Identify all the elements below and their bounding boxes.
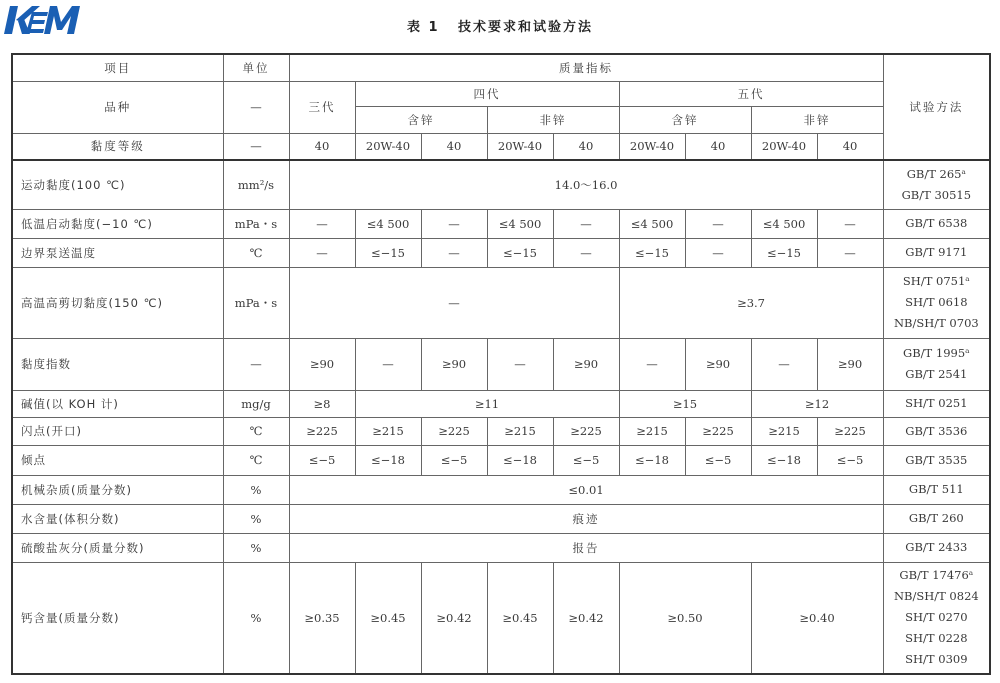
row-value: 14.0～16.0 (289, 160, 883, 209)
table-row (12, 238, 990, 267)
row-value: ≤−15 (619, 238, 685, 267)
row-unit: % (223, 562, 289, 674)
row-methods (883, 160, 990, 209)
row-value: 痕迹 (289, 504, 883, 533)
header-method: 试验方法 (883, 54, 990, 160)
row-item: 机械杂质(质量分数) (12, 475, 223, 504)
row-value: — (685, 238, 751, 267)
row-item: 边界泵送温度 (12, 238, 223, 267)
table-title-text: 技术要求和试验方法 (458, 20, 594, 35)
row-value: ≤0.01 (289, 475, 883, 504)
row-value-gen3: ≥8 (289, 390, 355, 417)
header-gen3: 三代 (289, 81, 355, 133)
row-value: ≥225 (685, 417, 751, 445)
row-value: — (685, 209, 751, 238)
method: GB/T 30515 (901, 187, 972, 202)
header-gen4-nonzinc: 非锌 (487, 106, 619, 133)
grade-unit: — (223, 133, 289, 160)
header-row-1 (12, 54, 990, 81)
row-value: — (817, 238, 883, 267)
method: GB/T 2433 (905, 540, 968, 554)
row-value: ≥0.35 (289, 562, 355, 674)
table-number: 表 1 (406, 20, 440, 35)
table-row (12, 160, 990, 209)
row-value: ≤−18 (487, 445, 553, 475)
method: NB/SH/T 0703 (893, 316, 979, 330)
header-quality: 质量指标 (289, 54, 883, 81)
row-unit: % (223, 533, 289, 562)
row-value-gen3-gen4: — (289, 267, 619, 338)
row-value: ≤−5 (421, 445, 487, 475)
table-row (12, 338, 990, 390)
method: GB/T 3535 (905, 452, 968, 467)
row-value: ≤−15 (355, 238, 421, 267)
table-title (0, 16, 1000, 35)
row-value: — (619, 338, 685, 390)
row-value: ≥0.45 (355, 562, 421, 674)
header-item: 项目 (12, 54, 223, 81)
row-value: ≤4 500 (487, 209, 553, 238)
header-gen4: 四代 (355, 81, 619, 106)
row-value-gen4: ≥11 (355, 390, 619, 417)
row-unit: — (223, 338, 289, 390)
row-value: ≥215 (487, 417, 553, 445)
row-item: 倾点 (12, 445, 223, 475)
method: GB/T 17476ᵃ (899, 568, 974, 583)
header-row-2 (12, 81, 990, 106)
row-unit: % (223, 475, 289, 504)
row-value: ≥215 (355, 417, 421, 445)
row-value: ≤−5 (685, 445, 751, 475)
method: GB/T 3536 (905, 423, 968, 438)
row-value: — (553, 238, 619, 267)
row-unit: mPa・s (223, 267, 289, 338)
method: SH/T 0618 (905, 295, 968, 309)
header-variety-unit: — (223, 81, 289, 133)
row-value: ≤4 500 (751, 209, 817, 238)
grade-cell: 20W-40 (355, 133, 421, 160)
grade-label: 黏度等级 (12, 133, 223, 160)
row-item: 碱值(以 KOH 计) (12, 390, 223, 417)
row-value: — (553, 209, 619, 238)
row-value: — (751, 338, 817, 390)
row-value: ≥0.42 (553, 562, 619, 674)
grade-cell: 20W-40 (619, 133, 685, 160)
row-value: ≤4 500 (355, 209, 421, 238)
row-methods (883, 338, 990, 390)
row-value: ≥90 (289, 338, 355, 390)
grade-cell: 40 (685, 133, 751, 160)
table-row (12, 209, 990, 238)
row-value-gen5-zinc: ≥0.50 (619, 562, 751, 674)
row-value: — (289, 238, 355, 267)
spec-table (11, 53, 991, 675)
row-methods (883, 209, 990, 238)
grade-cell: 40 (553, 133, 619, 160)
header-gen4-zinc: 含锌 (355, 106, 487, 133)
row-value-gen5-nonzinc: ≥0.40 (751, 562, 883, 674)
row-value: — (817, 209, 883, 238)
row-methods (883, 533, 990, 562)
row-methods (883, 238, 990, 267)
row-value: ≥215 (619, 417, 685, 445)
row-value: — (421, 238, 487, 267)
row-methods (883, 267, 990, 338)
row-methods (883, 390, 990, 417)
row-value: ≤−5 (289, 445, 355, 475)
method: SH/T 0228 (905, 631, 968, 646)
row-value: ≤−15 (487, 238, 553, 267)
header-gen5-nonzinc: 非锌 (751, 106, 883, 133)
method: GB/T 9171 (905, 245, 968, 259)
row-item: 高温高剪切黏度(150 ℃) (12, 267, 223, 338)
row-item: 运动黏度(100 ℃) (12, 160, 223, 209)
row-value: — (289, 209, 355, 238)
row-value-gen5: ≥3.7 (619, 267, 883, 338)
row-value: — (355, 338, 421, 390)
row-value: ≥225 (817, 417, 883, 445)
row-value-gen5-zinc: ≥15 (619, 390, 751, 417)
row-value: ≥225 (553, 417, 619, 445)
row-methods (883, 562, 990, 674)
table-row (12, 562, 990, 674)
row-item: 闪点(开口) (12, 417, 223, 445)
method: GB/T 1995ᵃ (903, 346, 970, 360)
row-value: ≥90 (553, 338, 619, 390)
row-unit: mg/g (223, 390, 289, 417)
row-methods (883, 445, 990, 475)
method: GB/T 2541 (905, 367, 968, 381)
method: SH/T 0751ᵃ (902, 274, 970, 288)
grade-cell: 40 (421, 133, 487, 160)
row-unit: ℃ (223, 417, 289, 445)
row-methods (883, 475, 990, 504)
row-value: ≤4 500 (619, 209, 685, 238)
row-unit: % (223, 504, 289, 533)
row-value: ≤−5 (553, 445, 619, 475)
row-item: 低温启动黏度(−10 ℃) (12, 209, 223, 238)
grade-cell: 40 (817, 133, 883, 160)
row-unit: ℃ (223, 445, 289, 475)
row-value: ≥90 (685, 338, 751, 390)
row-item: 黏度指数 (12, 338, 223, 390)
row-value: ≤−5 (817, 445, 883, 475)
row-value: ≥90 (817, 338, 883, 390)
table-row (12, 390, 990, 417)
table-row (12, 533, 990, 562)
row-value: ≤−18 (355, 445, 421, 475)
method: SH/T 0251 (905, 396, 968, 410)
row-value: — (487, 338, 553, 390)
row-value: ≥90 (421, 338, 487, 390)
row-value: ≥225 (421, 417, 487, 445)
row-item: 硫酸盐灰分(质量分数) (12, 533, 223, 562)
row-value: ≤−18 (619, 445, 685, 475)
header-variety: 品种 (12, 81, 223, 133)
row-value: — (421, 209, 487, 238)
method: SH/T 0270 (905, 610, 968, 625)
table-row (12, 417, 990, 445)
row-methods (883, 504, 990, 533)
row-value: 报告 (289, 533, 883, 562)
method: NB/SH/T 0824 (893, 589, 979, 604)
row-unit: ℃ (223, 238, 289, 267)
grade-cell: 40 (289, 133, 355, 160)
grade-row (12, 133, 990, 160)
grade-cell: 20W-40 (487, 133, 553, 160)
row-unit: mPa・s (223, 209, 289, 238)
table-row (12, 267, 990, 338)
row-value: ≥0.42 (421, 562, 487, 674)
row-value: ≤−15 (751, 238, 817, 267)
row-unit: mm²/s (223, 160, 289, 209)
row-value: ≥0.45 (487, 562, 553, 674)
table-row (12, 504, 990, 533)
header-gen5-zinc: 含锌 (619, 106, 751, 133)
header-gen5: 五代 (619, 81, 883, 106)
method: GB/T 511 (908, 482, 964, 496)
row-value-gen5-nonzinc: ≥12 (751, 390, 883, 417)
row-value: ≥225 (289, 417, 355, 445)
table-row (12, 445, 990, 475)
method: GB/T 265ᵃ (906, 166, 966, 181)
table-row (12, 475, 990, 504)
method: GB/T 260 (908, 511, 964, 525)
row-item: 钙含量(质量分数) (12, 562, 223, 674)
method: GB/T 6538 (905, 216, 968, 230)
row-value: ≤−18 (751, 445, 817, 475)
row-methods (883, 417, 990, 445)
row-item: 水含量(体积分数) (12, 504, 223, 533)
header-unit: 单位 (223, 54, 289, 81)
grade-cell: 20W-40 (751, 133, 817, 160)
method: SH/T 0309 (905, 652, 968, 667)
row-value: ≥215 (751, 417, 817, 445)
